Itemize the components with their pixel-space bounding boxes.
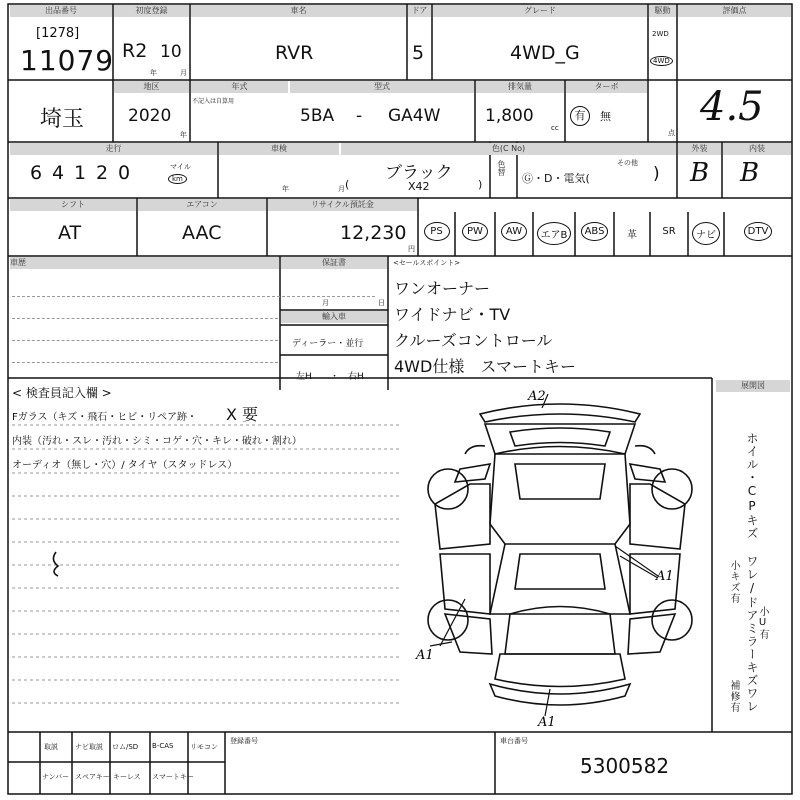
drive-4wd: 4WD (650, 56, 673, 66)
equipment-0: PS (418, 222, 455, 241)
equipment-5: 革 (627, 230, 637, 241)
lot-series: [1278] (36, 26, 80, 41)
first-reg-month-unit: 月 (180, 69, 187, 77)
car-doors: 5 (412, 42, 425, 64)
header-shift: シフト (10, 199, 136, 211)
chassis-number: 5300582 (580, 754, 670, 778)
inspector-line-glass: Fガラス（キズ・飛石・ヒビ・リペア跡・ (12, 412, 198, 423)
sales-point: クルーズコントロール (394, 331, 553, 350)
mark-front: A2 (528, 389, 546, 404)
inspection-year: 年 (282, 185, 289, 193)
drive-2wd: 2WD (652, 30, 669, 38)
equipment-4: ABS (575, 222, 614, 241)
aircon-value: AAC (182, 222, 222, 244)
equipment-8: DTV (724, 222, 792, 241)
header-type: 型式 (290, 81, 474, 93)
mileage-km: km (168, 174, 187, 184)
header-inspector: < 検査員記入欄 > (12, 386, 112, 400)
mileage-digit: 2 (96, 162, 109, 184)
lot-number: 11079 (20, 44, 115, 77)
first-reg-era: R2 (122, 40, 148, 62)
model-year: 2020 (128, 106, 172, 126)
bottom-item: スマートキー (152, 773, 194, 781)
car-diagram (410, 384, 710, 729)
mark-right: A1 (656, 569, 674, 584)
fuel-options: Ⓖ・D・電気( (522, 172, 590, 185)
score-unit: 点 (668, 129, 675, 137)
side-note-4: 補修有 (728, 680, 739, 713)
inspector-line-audio: オーディオ（無し・穴）/ タイヤ（スタッドレス） (12, 460, 238, 471)
header-import: 輸入車 (281, 311, 387, 323)
color-paren-open: ( (345, 178, 350, 191)
displacement-unit: cc (551, 124, 559, 132)
type-sep: - (356, 106, 363, 126)
import-dealer: ディーラー・並行 (292, 339, 364, 349)
mileage-digit: 6 (30, 162, 43, 184)
handle-sep: ・ (330, 372, 340, 382)
header-drive: 駆動 (649, 5, 676, 17)
bottom-item: ナンバー (42, 773, 70, 781)
header-chassis-no: 車台番号 (500, 737, 528, 745)
inspector-rule-lines (0, 0, 420, 740)
equipment-3: エアB (533, 222, 575, 245)
inspector-line-interior: 内装（汚れ・スレ・汚れ・シミ・コゲ・穴・キレ・破れ・割れ） (12, 436, 302, 447)
score-value: 4.5 (700, 84, 764, 130)
bottom-item: ロム/SD (112, 743, 139, 751)
mileage-digit: 1 (74, 162, 87, 184)
bottom-item: B-CAS (152, 742, 174, 750)
equipment-2: AW (495, 222, 533, 241)
bottom-item: キーレス (113, 773, 141, 781)
side-note-3: 小U有 (757, 606, 768, 640)
recycle-unit: 円 (408, 245, 415, 253)
color-code: X42 (408, 180, 430, 193)
first-reg-month: 10 (160, 42, 182, 62)
glass-note: X 要 (226, 405, 259, 424)
header-reg-no: 登録番号 (230, 737, 258, 745)
interior-grade: B (740, 158, 760, 188)
header-history: 車歴 (10, 257, 279, 269)
sales-point: ワンオーナー (394, 279, 491, 298)
bottom-item: 取説 (44, 743, 58, 751)
header-exterior: 外装 (678, 143, 721, 155)
header-grade: グレード (433, 5, 647, 17)
header-doors: ドア (408, 5, 431, 17)
color-change-label: 色替 (497, 160, 506, 176)
equipment-7: ナビ (688, 222, 724, 245)
inspection-month: 月 (338, 185, 345, 193)
mark-rear: A1 (538, 715, 556, 729)
turbo-no: 無 (600, 110, 611, 123)
equipment-6: SR (662, 226, 676, 237)
header-area: 地区 (114, 81, 189, 93)
header-color: 色(C No) (341, 143, 676, 155)
sales-point: 4WD仕様 スマートキー (394, 357, 577, 376)
bottom-item: スペアキー (75, 773, 110, 781)
header-model-year: 年式 (191, 81, 288, 93)
header-inspection: 車検 (219, 143, 339, 155)
header-recycle: リサイクル預託金 (268, 199, 417, 211)
handle-left: 左H (296, 372, 312, 382)
side-note-2: 小キズ有 (728, 560, 739, 604)
header-warranty: 保証書 (281, 257, 387, 269)
mark-left: A1 (416, 648, 434, 663)
header-chart: 展開図 (716, 380, 790, 392)
bottom-item: リモコン (190, 743, 218, 751)
mileage-mile: マイル (170, 163, 191, 171)
header-turbo: ターボ (566, 81, 647, 93)
header-mileage: 走行 (10, 143, 217, 155)
color-paren-close: ) (478, 178, 483, 191)
header-first-reg: 初度登録 (114, 5, 189, 17)
color-name: ブラック (385, 163, 453, 183)
expiry-day: 日 (378, 299, 385, 307)
fuel-other: その他 (617, 159, 638, 167)
header-interior: 内装 (723, 143, 791, 155)
bottom-item: ナビ取説 (75, 743, 103, 751)
mileage-digit: 4 (52, 162, 65, 184)
model-year-unit: 年 (180, 131, 187, 139)
type-code: GA4W (388, 106, 441, 126)
header-displacement: 排気量 (476, 81, 564, 93)
car-grade: 4WD_G (510, 42, 580, 64)
expiry-month: 月 (322, 299, 329, 307)
turbo-yes: 有 (570, 106, 590, 126)
model-year-note: 不記入は自算用 (192, 98, 235, 105)
sales-point: ワイドナビ・TV (394, 305, 511, 324)
car-model: RVR (275, 42, 314, 64)
mileage-digit: 0 (118, 162, 131, 184)
header-aircon: エアコン (138, 199, 266, 211)
header-score: 評価点 (678, 5, 791, 17)
displacement-value: 1,800 (485, 106, 534, 126)
equipment-1: PW (455, 222, 495, 241)
recycle-value: 12,230 (340, 222, 407, 244)
header-points: <セールスポイント> (393, 259, 461, 267)
exterior-grade: B (690, 158, 710, 188)
shift-value: AT (58, 222, 82, 244)
fuel-close: ) (653, 164, 660, 184)
header-lot: 出品番号 (10, 5, 112, 17)
type-prefix: 5BA (300, 106, 335, 126)
handle-right: 右H (348, 372, 364, 382)
header-model: 車名 (191, 5, 406, 17)
first-reg-year-unit: 年 (150, 69, 157, 77)
side-note: ホイル・CPキズ ワレ/ドアミラーキズワレ (745, 432, 759, 713)
region: 埼玉 (40, 107, 85, 132)
